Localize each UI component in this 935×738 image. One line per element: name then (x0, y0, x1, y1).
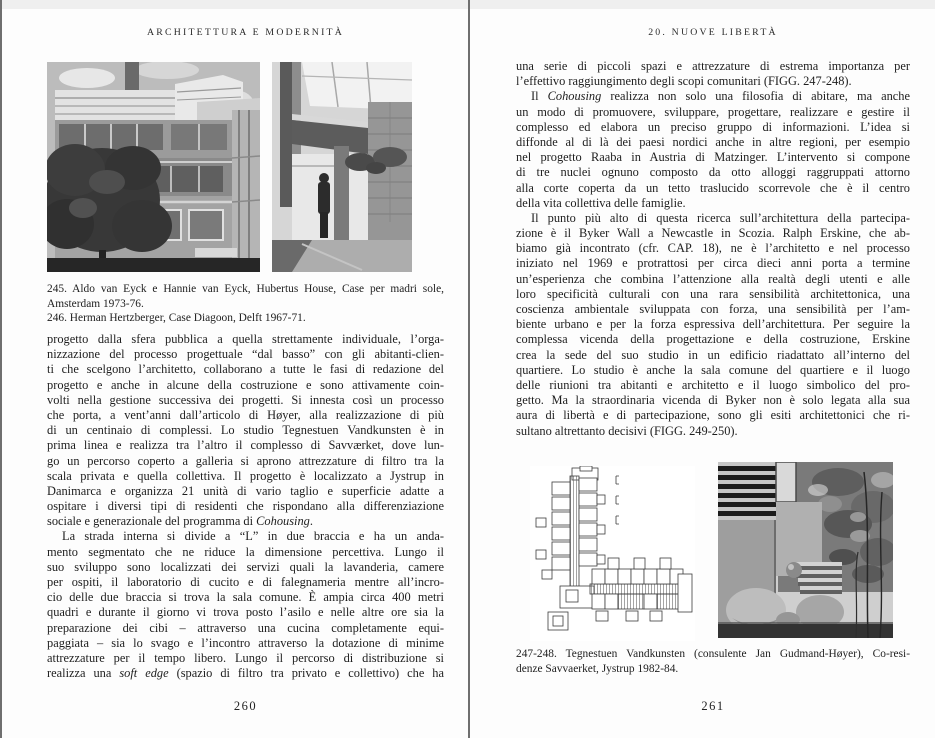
page-right (468, 0, 935, 738)
text-line: loro specificità culturali con una rara sensibilità architettonica, una (516, 286, 910, 301)
left-figure-captions (47, 282, 444, 326)
text-line: iniziato nel 1969 e protrattosi per circa dieci anni porta a termine (516, 256, 910, 271)
text-line: della vita collettiva delle famiglie. (516, 195, 686, 210)
case-diagoon-photo-art (272, 62, 412, 272)
text-line: di un centinaio di complessi. Lo studio Tegnestuen Vandkunsten è in (47, 423, 444, 438)
text-line: suo sviluppo sono localizzati dei servizi quali la lavanderia, camere (47, 559, 444, 574)
right-page-number: 261 (701, 699, 725, 713)
left-running-head: ARCHITETTURA E MODERNITÀ (146, 27, 345, 38)
text-line: sociale e generazionale del programma di Cohousing. (47, 514, 313, 529)
text-line: quadri e durante il giorno vi trova posto l’asilo e nelle altre ore sia la (47, 605, 444, 620)
left-page-number: 260 (233, 699, 258, 713)
text-line: preparazione dei cibi – attraverso una cucina completamente equi- (47, 620, 444, 635)
text-line: denze Savvaerket, Jystrup 1982-84. (516, 662, 679, 675)
text-line: un modo di promuovere, sviluppare, progettare, realizzare e gestire il (516, 104, 910, 119)
text-line: Il Cohousing realizza non solo una filosofia di abitare, ma anche (531, 89, 911, 104)
figure-245-hubertus-house-photo (47, 62, 260, 272)
figure-246-case-diagoon-photo (272, 62, 412, 272)
text-line: nel progetto Raaba in Austria di Matzinger. L’intervento si compone (516, 150, 910, 165)
text-line: La strada interna si divide a “L” in due braccia e ha un anda- (62, 529, 444, 544)
text-line: quartiere. Lo studio è anche la sala comune del quartiere e il luogo (516, 362, 910, 377)
right-running-head: 20. NUOVE LIBERTÀ (648, 27, 778, 38)
right-figure-caption (516, 647, 910, 676)
center-gutter-divider (468, 0, 470, 738)
text-line: paggiata – sia lo svago e l’incontro attraverso la dotazione di minime (47, 635, 444, 650)
text-line: l’effettivo raggiungimento degli scopi comunitari (FIGG. 247-248). (516, 74, 852, 89)
text-line: 246. Herman Hertzberger, Case Diagoon, Delft 1967-71. (47, 312, 306, 325)
text-line: sultano altrettanto decisivi (FIGG. 249-250). (516, 423, 738, 438)
text-line: alla corte coperta da un tetto traslucido scorrevole che è il centro (516, 180, 910, 195)
text-line: 245. Aldo van Eyck e Hannie van Eyck, Hubertus House, Case per madri sole, (47, 283, 444, 295)
text-line: mento segmentato che ne riduce la dimensione percettiva. Lungo il (47, 544, 444, 559)
text-line: getto. Ma la straordinaria vicenda di Byker non è solo legata alla sua (516, 393, 910, 408)
text-line: di tre nuclei ognuno composto da otto alloggi raggruppati attorno (516, 165, 910, 180)
text-line: biamo già incontrato (cfr. CAP. 18), ne è l’architetto e nel processo (516, 241, 910, 256)
text-line: progetto e anche in alcune della costruzione e sono attivamente coin- (47, 377, 444, 392)
right-body-text (516, 59, 910, 439)
text-line: progetto dalla sfera pubblica a quella strettamente individuale, l’orga- (47, 332, 444, 346)
text-line: Amsterdam 1973-76. (47, 297, 144, 310)
text-line: Il punto più alto di questa ricerca sull’architettura della partecipa- (531, 210, 910, 225)
text-line: attrezzature per il tempo libero. Lungo il percorso di distribuzione si (47, 650, 444, 665)
text-line: un’esperienza che combina l’attenzione alla realtà degli utenti e alle (516, 271, 910, 286)
text-line: delle riunioni tra abitanti e architetto e il luogo simbolico del pro- (516, 377, 910, 392)
text-line: volti nella gestione successiva dei progetti. Si innesta così un processo (47, 392, 444, 407)
text-line: diffonde al di là dei paesi nordici anche in altre regioni, per esempio (516, 134, 910, 149)
text-line: Danimarca e organizza 21 unità di vario taglio e superficie adatte a (47, 483, 444, 498)
figure-247-savvaerket-plan (530, 466, 695, 641)
text-line: ospitare i diversi tipi di residenti che rispondano alla differenziazione (47, 499, 444, 514)
text-line: ti che scelgono l’architetto, collaborano a tutte le fasi di redazione del (47, 362, 444, 377)
hubertus-house-photo-art (47, 62, 260, 272)
text-line: prima linea e realizza tra l’altro il complesso di Savværket, dove lun- (47, 438, 444, 453)
text-line: che porta, a vent’anni dall’articolo di Høyer, alla realizzazione di più (47, 407, 444, 422)
text-line: cio delle due braccia si trova la sala comune. È ampia circa 400 metri (47, 590, 444, 605)
text-line: zione è il Byker Wall a Newcastle in Scozia. Ralph Erskine, che ab- (516, 226, 910, 241)
figure-248-savvaerket-photo (718, 462, 893, 638)
text-line: realizza una soft edge (spazio di filtro tra privato e collettivo) che ha (47, 666, 444, 681)
text-line: biente urbano e per la forza espressiva dell’architettura. Per seguire la (516, 317, 910, 332)
text-line: complessa vicenda della progettazione e della costruzione, Erskine (516, 332, 910, 347)
text-line: nizzazione del processo progettuale “dal basso” con gli abitanti-clien- (47, 347, 444, 362)
text-line: coscienza ambientale sviluppata con forza, una sensibilità per l’am- (516, 302, 910, 316)
text-line: complesso ed elabora un preciso gruppo di informazioni. L’idea si (516, 119, 910, 134)
text-line: scala privata e quella collettiva. Il progetto è localizzato a Jystrup in (47, 468, 444, 483)
text-line: go un percorso coperto a galleria si aprono attrezzature di filtro tra la (47, 453, 444, 468)
left-edge-line (0, 0, 2, 738)
text-line: aura di libertà e di partecipazione, sono gli esiti architettonici che ri- (516, 408, 910, 423)
left-body-text (47, 332, 444, 681)
text-line: una serie di piccoli spazi e attrezzature di estrema importanza per (516, 59, 910, 73)
text-line: 247-248. Tegnestuen Vandkunsten (consulente Jan Gudmand-Høyer), Co-resi- (516, 648, 910, 660)
savvaerket-photo-art (718, 462, 893, 638)
text-line: per ospiti, il laboratorio di cucito e di falegnameria mentre all’incro- (47, 575, 444, 589)
savvaerket-plan-art (530, 466, 695, 641)
text-line: crea la sede del suo studio in un edificio riadattato all’interno del (516, 347, 910, 362)
